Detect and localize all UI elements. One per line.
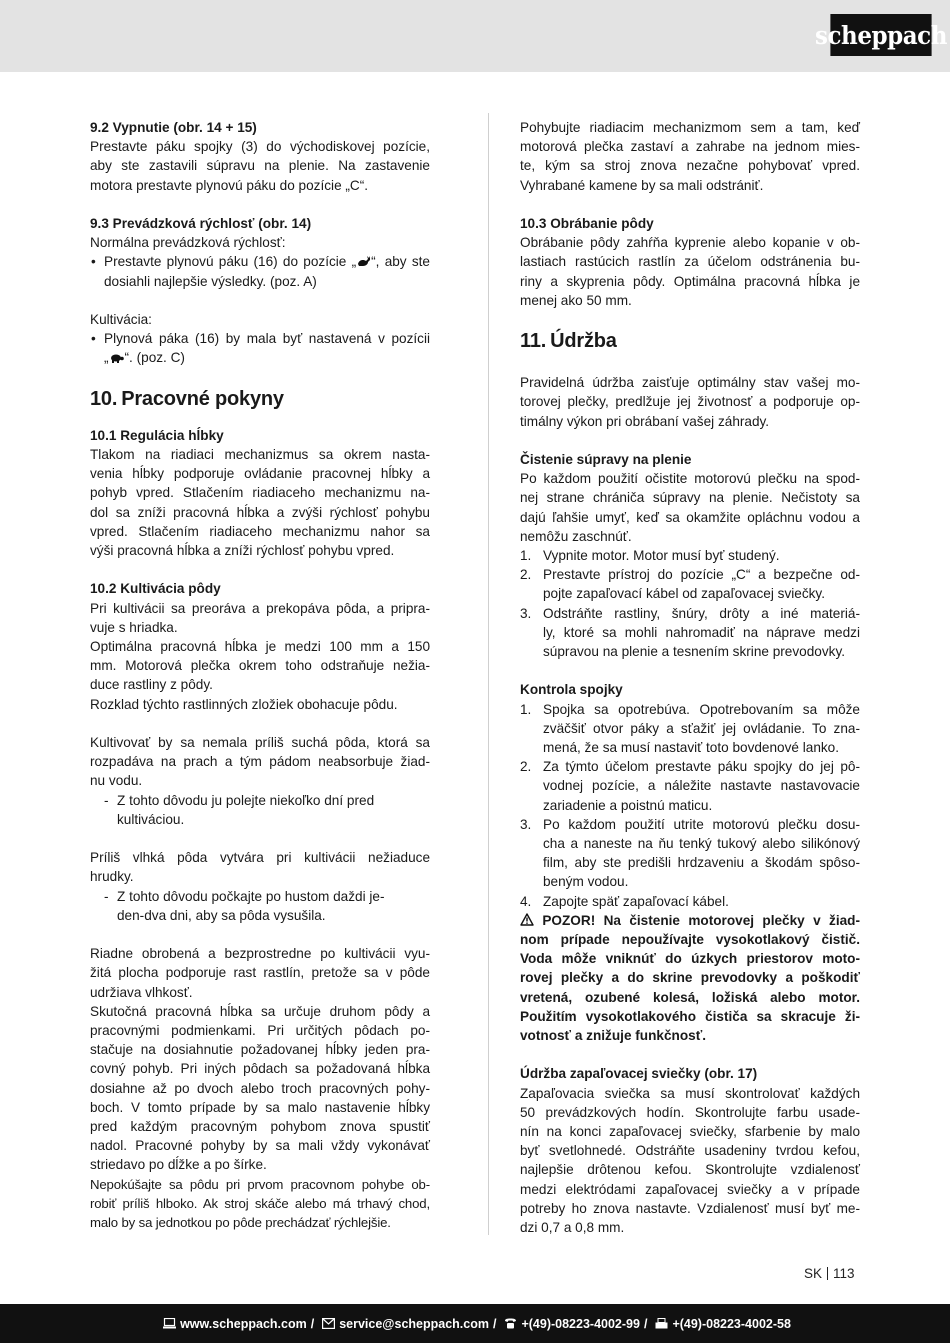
section-heading: 9.2 Vypnutie (obr. 14 + 15) [90,120,257,135]
section-cultivation [90,310,430,368]
dash-text [117,791,430,829]
text-line: zariadenie a poistnú maticu. [543,797,713,813]
list-item [520,815,860,892]
text-line: medzi elektródami zapaľovacej sviečky a v prípade [520,1181,860,1197]
section-9-2 [90,118,430,195]
text-line: rovej plečky a do skrine prevodovky a poškodiť [520,970,860,986]
text-line: Vypnite motor. Motor musí byť studený. [543,548,780,564]
text-line: vpred. Stlačením riadiaceho mechanizmu nahor sa [90,523,430,539]
text-line: pred každým pracovným pohybom znova spustiť [90,1119,430,1135]
text-line: mená, že sa musí nastaviť toto bovdenové lanko. [543,740,840,756]
text-line: Riadne obrobená a bezprostredne po kultivácii vyu- [90,946,430,962]
section-spark-plug [520,1064,860,1237]
text-line: - Z tohto dôvodu počkajte po hustom daždi je- [117,888,385,904]
language-code: SK [804,1266,823,1281]
text-line: motorová plečka zastaví a zahrabe na jednom mies- [520,139,860,155]
text-line: Spojka sa opotrebúva. Opotrebovaním sa môže [543,701,860,717]
paragraph [90,733,430,791]
paragraph [90,848,430,886]
phone-icon [504,1318,517,1329]
paragraph [520,373,860,431]
section-10-3 [520,214,860,310]
list-item [90,329,430,367]
list-number: 3. [520,816,532,832]
text-line: dosiahne až po dvoch alebo troch pracovných pohy- [90,1080,430,1096]
text-line: Pohybujte riadiacim mechanizmom sem a tam, keď [520,120,860,135]
text-line: film, aby ste predišli hrdzaveniu a škodám spôso- [543,855,860,871]
text-line: najlepšie drôtenou kefou. Skontrolujte vzdialenosť [520,1162,860,1178]
bullet-list [90,252,430,290]
hare-icon [356,254,371,268]
text-line: Pravidelná údržba zaisťuje optimálny stav vašej mo- [520,375,860,391]
text-line: Zapojte späť zapaľovací kábel. [543,893,729,909]
text-line: Prestavte prístroj do pozície „C“ a bezpečne od- [543,567,860,583]
text-line: nej strane chrániča súpravy na plenie. Nečistoty sa [520,490,860,506]
dash-list [104,791,430,829]
text-line: votnosť a znižuje funkčnosť. [520,1028,706,1044]
text-line: Obrábanie pôdy zahŕňa kyprenie alebo kopanie v ob- [520,235,860,251]
footer-bar [0,1304,950,1343]
text-line: nu vodu. [90,773,143,789]
section-title-10 [90,387,430,411]
text-line: duce rastliny z pôdy. [90,677,213,693]
dash-text [117,887,430,925]
computer-icon [163,1318,176,1329]
text-line: beným vodou. [543,874,629,890]
text-line: žitá plocha podporuje rast rastlín, pretože sa v pôde [90,965,430,981]
text-line: udržiava vlhkosť. [90,984,193,1000]
text-line: - Z tohto dôvodu ju polejte niekoľko dní pred [117,792,375,808]
text-line: Príliš vlhká pôda vytvára pri kultivácii nežiaduce [90,850,430,866]
text-line: malo by sa jednotkou po pôde prechádzať rýchlejšie. [90,1215,391,1231]
text-line: Voda môže vniknúť do úzkych priestorov moto- [520,951,860,967]
list-item [104,887,430,925]
text-line: potreby ho znova nastavte. Vzdialenosť musí byť me- [520,1200,860,1216]
section-title: Údržba [550,330,617,353]
paragraph [90,637,430,695]
numbered-list [520,546,860,661]
section-heading: 10.3 Obrábanie pôdy [520,216,654,231]
bullet-text: “, aby ste [371,254,430,270]
text-line: Použitím vysokotlakového čističa sa skracuje ži- [520,1008,860,1024]
fax-icon [655,1318,668,1329]
text-line: pohyb vpred. Stlačením riadiaceho mechanizmu na- [90,485,430,501]
text-line: Pri kultivácii sa preoráva a prekopáva pôda, a pripra- [90,600,430,616]
depth-block [90,944,430,1232]
text-line: kultiváciou. [117,811,185,827]
text-line: výši pracovná hĺbka a zníži rýchlosť pohybu vpred. [90,543,395,559]
section-heading: Údržba zapaľovacej sviečky (obr. 17) [520,1066,758,1082]
paragraph: Rozklad týchto rastlinných zložiek obohacuje pôdu. [90,696,398,712]
section-clutch [520,680,860,1045]
text-line: aby ste zastavili súpravu na plenie. Na zastavenie [90,158,430,174]
text-line: nadol. Pracovné pohyby by sa mali vždy vykonávať [90,1138,430,1154]
text-line: den-dva dni, aby sa pôda vysušila. [117,907,326,923]
text-line: pojte zapaľovací kábel od zapaľovacej sviečky. [543,586,825,602]
text-line: striedavo po dĺžke a po šírke. [90,1157,267,1173]
section-10-1 [90,426,430,560]
list-number: 2. [520,567,532,583]
text-line: Skutočná pracovná hĺbka sa určuje druhom pôdy a [90,1003,430,1019]
bullet-list [90,329,430,367]
fax-number: +(49)-08223-4002-58 [672,1316,791,1331]
list-number: 3. [520,605,532,621]
text-line: Po každom použití utrite motorovú plečku dosu- [543,816,860,832]
paragraph [90,599,430,637]
paragraph [90,1175,430,1233]
brand-logo: scheppach [830,14,931,56]
list-item [520,604,860,662]
text-line: Zapaľovacia sviečka sa musí skontrolovať každých [520,1085,860,1101]
bullet-text: “. (poz. C) [124,350,185,366]
text-line: dol sa zníži pracovná hĺbka a zvýši rýchlosť pohybu [90,504,430,520]
numbered-list [520,700,860,911]
paragraph [520,469,860,546]
text-line: riny a skyprenia pôdy. Optimálna pracovná hĺbka je [520,273,860,289]
text-line: mm. Motorová plečka okrem toho odstraňuje nežia- [90,658,430,674]
separator [827,1267,828,1280]
text-line: stačuje na dosiahnutie požadovanej hĺbky jeden pra- [90,1042,430,1058]
text-line: te, kým sa stroj znova nezačne pohybovať vpred. [520,158,860,174]
section-number: 11. [520,330,547,353]
list-item [520,892,860,911]
text-line: Za týmto účelom prestavte páku spojky do jej pô- [543,759,860,775]
bullet-text: • Plynová páka (16) by mala byť nastavená v pozícii [104,331,430,347]
text-line: Po každom použití očistite motorovú plečku na spod- [520,471,860,487]
paragraph [90,1002,430,1175]
email-icon [322,1318,335,1329]
column-divider [488,113,489,1235]
bullet-text: Prestavte plynovú páku (16) do pozície „ [104,254,357,270]
paragraph [520,1084,860,1238]
text-line: robiť príliš hlboko. Ak stroj skáče alebo má trhavý chod, [90,1195,430,1211]
text-line: POZOR! Na čistenie motorovej plečky v žiad- [520,911,860,930]
text-line: nín na konci zapaľovacej sviečky, sfarbenie by malo [520,1124,860,1140]
text-line: Tlakom na riadiaci mechanizmus sa okrem nasta- [90,447,430,462]
list-item [520,757,860,815]
text-line: 50 prevádzkových hodín. Skontrolujte farbu usade- [520,1104,860,1120]
separator: / [310,1316,315,1331]
section-number: 10. [90,387,118,410]
left-column [90,118,430,1232]
text-line: súpravou na plenie a tesnením skrine prevodovky. [543,644,846,660]
section-9-3 [90,214,430,291]
text-line: nemôžu zaschnúť. [520,528,632,544]
list-item [90,252,430,290]
text-line: motora prestavte plynovú páku do pozície „C“. [90,177,369,193]
text-line: rozpadáva na prach a tým pádom neabsorbuje žiad- [90,754,430,770]
text-line: hrudky. [90,869,134,885]
cultivation-label: Kultivácia: [90,312,152,327]
text-line: dajú ľahšie umyť, keď sa okamžite opláchnu vodou a [520,509,860,525]
list-item [520,700,860,758]
header-bar [0,0,950,72]
text-line: Prestavte páku spojky (3) do východiskovej pozície, [90,139,430,155]
paragraph [520,233,860,310]
text-line: Nepokúšajte sa pôdu pri prvom pracovnom pohybe ob- [90,1176,430,1192]
text-line: nom prípade nepoužívajte vysokotlakový čistič. [520,932,860,948]
email-link[interactable]: service@scheppach.com [339,1316,489,1331]
section-title-11 [520,329,860,353]
text-line: lastiach rastúcich rastlín za účelom odstránenia bu- [520,254,860,270]
list-number: 4. [520,893,532,909]
text-line: cha a naneste na ňu tenký tukový alebo silikónový [543,836,860,852]
wet-soil-block [90,848,430,925]
page-number-value: 113 [833,1266,855,1281]
section-heading: 9.3 Prevádzková rýchlosť (obr. 14) [90,216,312,231]
dry-soil-block [90,733,430,829]
text-line: byť svetlohnedé. Odstráňte usadeniny tvrdou kefou, [520,1143,860,1159]
list-item [520,546,860,565]
section-heading: 10.2 Kultivácia pôdy [90,581,221,597]
text-line: menej ako 50 mm. [520,292,632,308]
list-item [104,791,430,829]
separator: / [643,1316,648,1331]
text-line: Optimálna pracovná hĺbka je medzi 100 mm a 150 [90,639,430,655]
warning-triangle-icon [520,913,534,926]
text-line: ly, ktoré sa mohli nahromadiť na náprave medzi [543,624,860,640]
website-link[interactable]: www.scheppach.com [180,1316,307,1331]
separator: / [492,1316,497,1331]
text-line: Kultivovať by sa nemala príliš suchá pôda, ktorá sa [90,735,430,751]
text-line: Odstráňte rastliny, šnúry, drôty a iné materiá- [543,605,860,621]
text-line: venia hĺbky podporuje ovládanie pracovnej hĺbky a [90,466,430,482]
text-line: zväčšiť otvor páky a sťažiť jej ovládanie. To zna- [543,720,860,736]
section-heading: Kontrola spojky [520,682,623,698]
text-line: Vyhrabané kamene by sa mali odstrániť. [520,177,764,193]
text-line: dzi 0,7 a 0,8 mm. [520,1220,625,1236]
bullet-text: dosiahli najlepšie výsledky. (poz. A) [104,273,317,289]
list-number: 1. [520,701,532,717]
list-number: 2. [520,759,532,775]
text-line: vuje s hriadka. [90,619,178,635]
text-line: boch. V tomto prípade by sa malo nastavenie hĺbky [90,1099,430,1115]
section-heading: Čistenie súpravy na plenie [520,452,692,467]
section-heading: 10.1 Regulácia hĺbky [90,427,224,443]
phone-number: +(49)-08223-4002-99 [521,1316,640,1331]
warning-paragraph [520,911,860,1045]
section-title: Pracovné pokyny [121,387,284,410]
paragraph [90,445,430,560]
section-10-2 [90,579,430,713]
text-line: covný pohyb. Pri iných pôdach sa požadovaná hĺbka [90,1061,430,1077]
paragraph [90,137,430,195]
paragraph [520,118,860,195]
dash-list [104,887,430,925]
page-number [804,1266,855,1281]
turtle-icon [109,352,125,364]
right-column [520,118,860,1237]
text-line: timálny výkon pri obrábaní vašej záhrady. [520,413,770,429]
bullet-text: „ [104,350,109,366]
text-line: pracovnými podmienkami. Pri určitých pôdach po- [90,1023,430,1039]
text-line: torovej plečky, predlžuje jej životnosť a podporuje op- [520,394,860,410]
list-number: 1. [520,548,532,564]
text-line: vretená, ozubené kolesá, ložiská alebo motor. [520,989,860,1005]
section-cleaning [520,450,860,661]
list-item [520,565,860,603]
normal-speed-label: Normálna prevádzková rýchlosť: [90,235,286,251]
text-line: vodnej pozície, a náležite nastavte nastavovacie [543,778,860,794]
paragraph [90,944,430,1002]
